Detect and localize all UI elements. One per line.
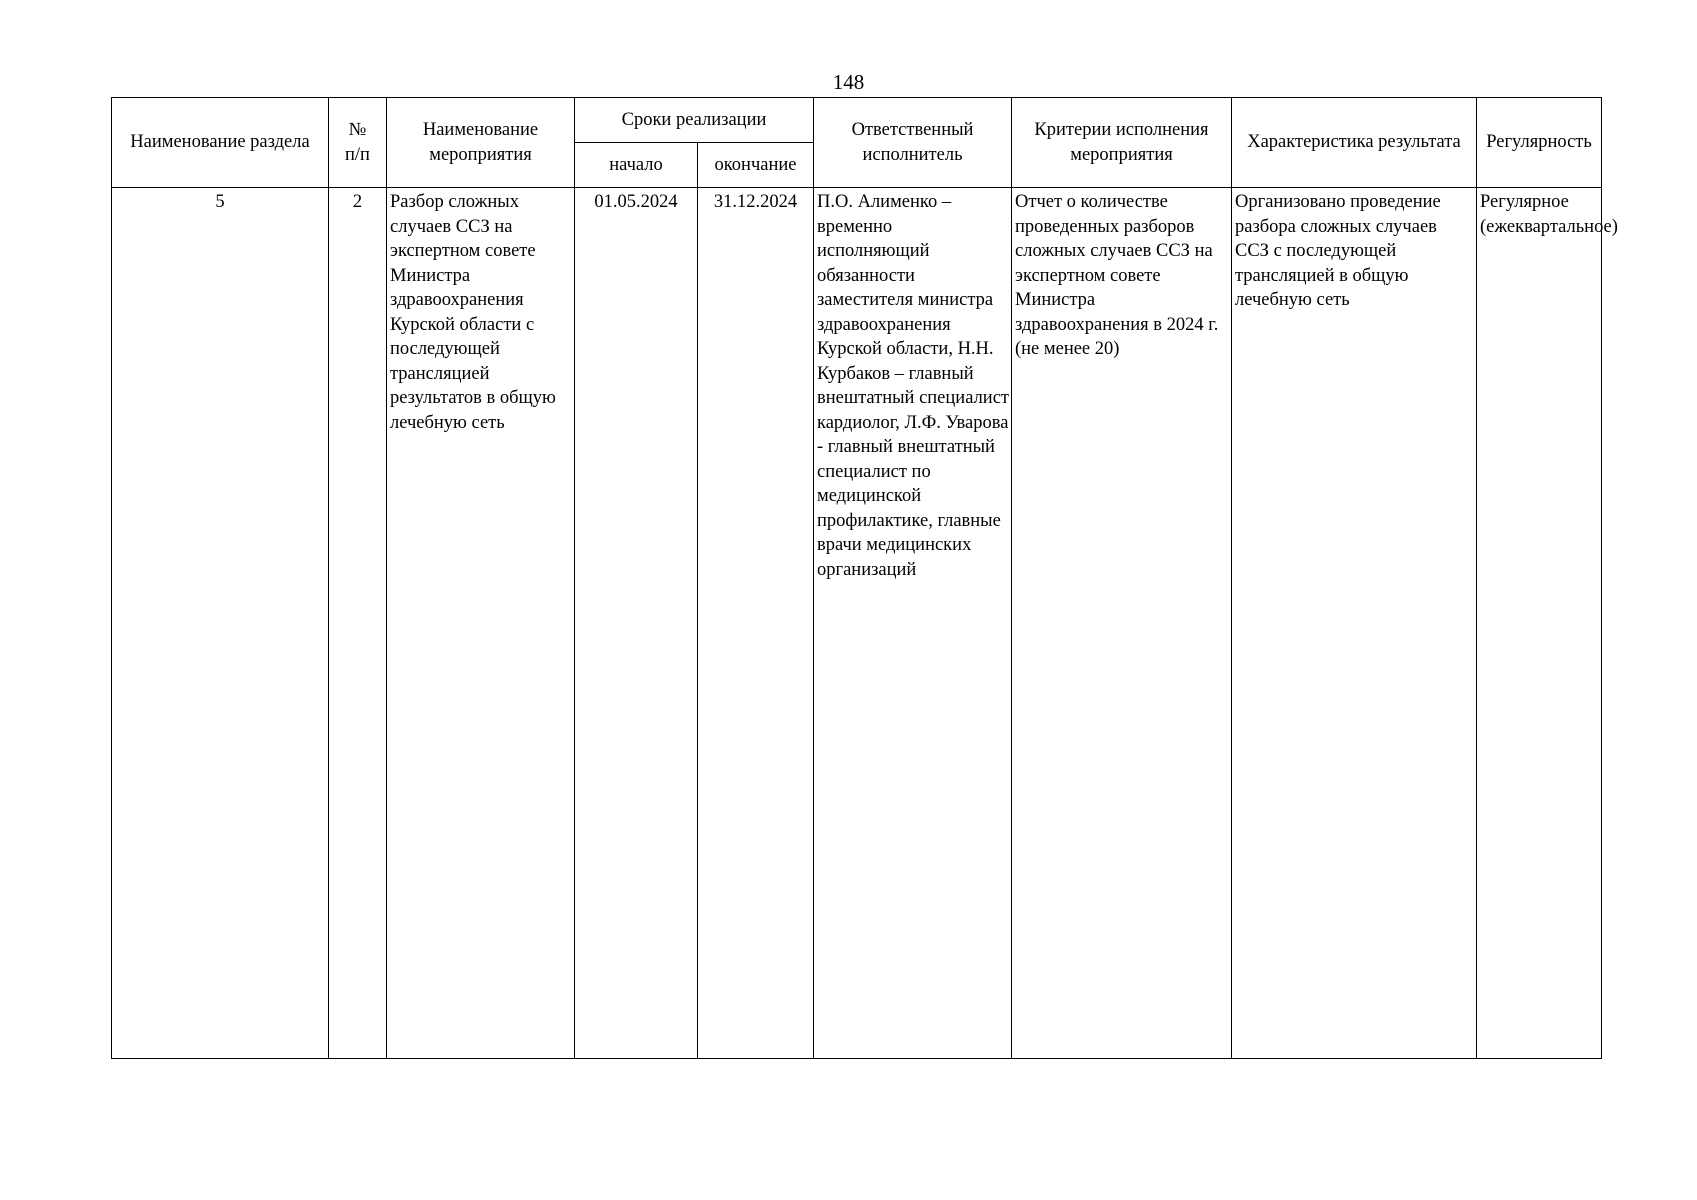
header-result: Характеристика результата bbox=[1232, 98, 1477, 188]
cell-criteria: Отчет о количестве проведенных разборов сложных случаев ССЗ на экспертном совете Министра здравоохранения в 2024 г. (не менее 20) bbox=[1012, 188, 1232, 1059]
header-start: начало bbox=[575, 143, 698, 188]
header-timeline: Сроки реализации bbox=[575, 98, 814, 143]
cell-regularity: Регулярное (ежеквартальное) bbox=[1477, 188, 1602, 1059]
cell-end-date: 31.12.2024 bbox=[698, 188, 814, 1059]
cell-number: 2 bbox=[329, 188, 387, 1059]
header-regularity: Регулярность bbox=[1477, 98, 1602, 188]
header-number: № п/п bbox=[329, 98, 387, 188]
table-header bbox=[112, 98, 1602, 188]
cell-start-date: 01.05.2024 bbox=[575, 188, 698, 1059]
cell-event: Разбор сложных случаев ССЗ на экспертном совете Министра здравоохранения Курской области с последующей трансляцией результатов в общую лечебную сеть bbox=[387, 188, 575, 1059]
cell-section: 5 bbox=[112, 188, 329, 1059]
page-number: 148 bbox=[832, 70, 865, 94]
header-criteria: Критерии исполнения мероприятия bbox=[1012, 98, 1232, 188]
header-section-name: Наименование раздела bbox=[112, 98, 329, 188]
action-plan-table bbox=[111, 97, 1618, 1059]
header-responsible: Ответственный исполнитель bbox=[814, 98, 1012, 188]
cell-responsible: П.О. Алименко – временно исполняющий обязанности заместителя министра здравоохранения Курской области, Н.Н. Курбаков – главный внештатный специалист кардиолог, Л.Ф. Уварова - главный внештатный специалист по медицинской профилактике, главные врачи медицинских организаций bbox=[814, 188, 1012, 1059]
header-end: окончание bbox=[698, 143, 814, 188]
header-event-name: Наименование мероприятия bbox=[387, 98, 575, 188]
cell-result: Организовано проведение разбора сложных случаев ССЗ с последующей трансляцией в общую лечебную сеть bbox=[1232, 188, 1477, 1059]
table-row bbox=[112, 188, 1602, 1059]
